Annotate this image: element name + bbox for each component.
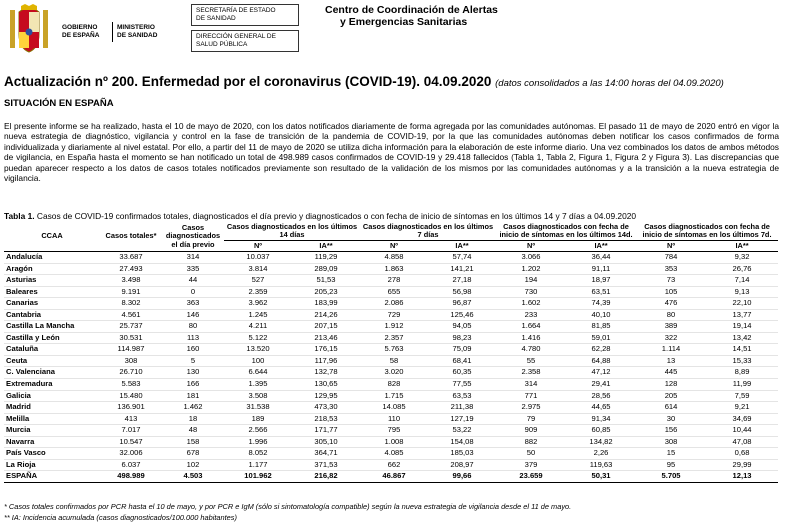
- table-cell: 389: [636, 321, 706, 333]
- table-cell: 110: [360, 413, 428, 425]
- table-cell: 771: [496, 390, 566, 402]
- table-cell: 40,10: [566, 309, 636, 321]
- table-cell: 1.008: [360, 436, 428, 448]
- table-cell: 3.498: [100, 275, 162, 287]
- table-cell: 27,18: [428, 275, 496, 287]
- table-cell: 154,08: [428, 436, 496, 448]
- table-cell: 678: [162, 448, 224, 460]
- table-cell: 7,59: [706, 390, 778, 402]
- table-cell: 730: [496, 286, 566, 298]
- table-cell-region: País Vasco: [4, 448, 100, 460]
- report-title-text: Actualización nº 200. Enfermedad por el coronavirus (COVID-19). 04.09.2020: [4, 74, 492, 89]
- table-cell: 1.912: [360, 321, 428, 333]
- table-cell: 1.395: [224, 379, 292, 391]
- col-subheader-n: Nº: [389, 240, 399, 250]
- table-cell: 1.602: [496, 298, 566, 310]
- table-cell: 63,53: [428, 390, 496, 402]
- table-cell: 208,97: [428, 459, 496, 471]
- direccion-line1: DIRECCIÓN GENERAL DE: [196, 33, 276, 40]
- table-cell: 14.085: [360, 402, 428, 414]
- table-cell: 60,35: [428, 367, 496, 379]
- table-cell: 34,69: [706, 413, 778, 425]
- table-row: [4, 425, 778, 437]
- table-cell: 68,41: [428, 355, 496, 367]
- ministry-label-line1: MINISTERIO: [117, 24, 155, 31]
- table-cell: 655: [360, 286, 428, 298]
- table-cell: 181: [162, 390, 224, 402]
- table-cell: 363: [162, 298, 224, 310]
- table-cell: 63,51: [566, 286, 636, 298]
- table-cell: 125,46: [428, 309, 496, 321]
- table-body: [4, 252, 778, 483]
- table-cell: 47,12: [566, 367, 636, 379]
- table-cell: 29,99: [706, 459, 778, 471]
- intro-paragraph-text: El presente informe se ha realizado, hasta el 10 de mayo de 2020, con los datos notificados diariamente de forma agregada por las comunidades autónomas. El pasado 11 de mayo de 2020 entró en vigor la nueva estrategia de diagnóstico, vigilancia y control en la fase de transición de la pandemia de COVID-19, por la que las comunidades autónomas deben notificar los casos confirmados de forma individualizada y diariamente al nivel estatal. Por ello, a partir del 11 de mayo de 2020 se utiliza dicha información para la elaboración de este informe diario. Una vez combinados los datos de ambos métodos de vigilancia, en España hasta el momento se han notificado un total de 498.989 casos confirmados de COVID-19 y 29.418 fallecidos (Tabla 1, Tabla 2, Figura 1, Figura 2 y Figura 3). Las discrepancias que puedan aparecer respecto a los datos de casos totales notificados previamente son resultado de la validación de los mismos por las comunidades autónomas y a la transición a la nueva estrategia de vigilancia.: [4, 121, 779, 184]
- table-cell: 101.962: [224, 471, 292, 483]
- col-header-14d: Casos diagnosticados en los últimos 14 días: [224, 222, 360, 241]
- table-cell: 2,26: [566, 448, 636, 460]
- table-cell: 127,19: [428, 413, 496, 425]
- table-cell: 119,29: [292, 252, 360, 264]
- table-cell: 289,09: [292, 263, 360, 275]
- table-cell: 0: [162, 286, 224, 298]
- table-cell: 166: [162, 379, 224, 391]
- table-cell: 1.462: [162, 402, 224, 414]
- table-cell: 882: [496, 436, 566, 448]
- col-subheader-n: Nº: [253, 240, 263, 250]
- table-caption: [4, 211, 636, 221]
- centro-line1: Centro de Coordinación de Alertas: [325, 4, 498, 16]
- table-cell-region: Cantabria: [4, 309, 100, 321]
- table-cell: 1.863: [360, 263, 428, 275]
- table-cell: 10.037: [224, 252, 292, 264]
- table-cell: 9,13: [706, 286, 778, 298]
- table-cell: 48: [162, 425, 224, 437]
- table-cell: 828: [360, 379, 428, 391]
- col-subheader-n: Nº: [667, 240, 676, 250]
- table-cell-region: Asturias: [4, 275, 100, 287]
- table-cell-region: Murcia: [4, 425, 100, 437]
- table-cell: 13: [636, 355, 706, 367]
- table-cell: 130: [162, 367, 224, 379]
- table-cell-region: La Rioja: [4, 459, 100, 471]
- table-cell: 146: [162, 309, 224, 321]
- table-cell: 1.416: [496, 332, 566, 344]
- table-cell: 73: [636, 275, 706, 287]
- table-cell: 91,11: [566, 263, 636, 275]
- secretaria-line1: SECRETARÍA DE ESTADO: [196, 7, 276, 14]
- table-row: [4, 298, 778, 310]
- table-cell: 9.191: [100, 286, 162, 298]
- table-cell: 96,87: [428, 298, 496, 310]
- table-cell: 2.357: [360, 332, 428, 344]
- table-cell: 527: [224, 275, 292, 287]
- table-cell: 214,26: [292, 309, 360, 321]
- coat-of-arms-logo: [10, 4, 48, 56]
- table-cell: 662: [360, 459, 428, 471]
- table-cell: 194: [496, 275, 566, 287]
- table-cell: 308: [100, 355, 162, 367]
- table-cell: 60,85: [566, 425, 636, 437]
- table-cell: 176,15: [292, 344, 360, 356]
- cases-table: [4, 222, 778, 483]
- table-cell: 44: [162, 275, 224, 287]
- table-caption-label: Tabla 1.: [4, 211, 35, 221]
- table-cell: 91,34: [566, 413, 636, 425]
- table-row: [4, 263, 778, 275]
- table-cell: 29,41: [566, 379, 636, 391]
- table-cell: 100: [224, 355, 292, 367]
- table-cell: 3.962: [224, 298, 292, 310]
- table-cell: 26,76: [706, 263, 778, 275]
- table-cell: 22,10: [706, 298, 778, 310]
- table-cell: 33.687: [100, 252, 162, 264]
- table-cell: 10.547: [100, 436, 162, 448]
- table-cell: 44,65: [566, 402, 636, 414]
- table-cell: 51,53: [292, 275, 360, 287]
- table-cell-region: Extremadura: [4, 379, 100, 391]
- table-cell: 473,30: [292, 402, 360, 414]
- table-cell-region: Canarias: [4, 298, 100, 310]
- table-cell: 5.583: [100, 379, 162, 391]
- table-row: [4, 448, 778, 460]
- document-header: [0, 0, 785, 66]
- table-cell: 1.715: [360, 390, 428, 402]
- table-cell: 64,88: [566, 355, 636, 367]
- table-cell: 498.989: [100, 471, 162, 483]
- table-cell: 364,71: [292, 448, 360, 460]
- table-cell: 23.659: [496, 471, 566, 483]
- section-heading: SITUACIÓN EN ESPAÑA: [4, 98, 114, 109]
- table-cell: 80: [636, 309, 706, 321]
- table-row: [4, 275, 778, 287]
- table-cell: 18: [162, 413, 224, 425]
- table-cell: 379: [496, 459, 566, 471]
- table-cell-region: Galicia: [4, 390, 100, 402]
- table-cell-region: Madrid: [4, 402, 100, 414]
- table-cell: 32.006: [100, 448, 162, 460]
- table-cell: 25.737: [100, 321, 162, 333]
- table-row: [4, 436, 778, 448]
- table-total-row: [4, 471, 778, 483]
- table-cell: 13,42: [706, 332, 778, 344]
- col-subheader-ia: IA**: [735, 240, 749, 250]
- secretaria-line2: DE SANIDAD: [196, 15, 236, 22]
- table-cell: 3.814: [224, 263, 292, 275]
- table-cell: 183,99: [292, 298, 360, 310]
- table-cell: 105: [636, 286, 706, 298]
- table-row: [4, 321, 778, 333]
- table-cell: 308: [636, 436, 706, 448]
- table-cell: 74,39: [566, 298, 636, 310]
- table-cell: 4.780: [496, 344, 566, 356]
- report-title-note: (datos consolidados a las 14:00 horas del 04.09.2020): [495, 78, 724, 89]
- table-cell: 15: [636, 448, 706, 460]
- table-cell: 12,13: [706, 471, 778, 483]
- table-cell: 353: [636, 263, 706, 275]
- table-cell: 3.066: [496, 252, 566, 264]
- table-row: [4, 286, 778, 298]
- table-cell: 75,09: [428, 344, 496, 356]
- table-cell: 7,14: [706, 275, 778, 287]
- table-cell: 9,21: [706, 402, 778, 414]
- table-cell: 130,65: [292, 379, 360, 391]
- table-cell: 62,28: [566, 344, 636, 356]
- table-cell: 132,78: [292, 367, 360, 379]
- table-cell: 95: [636, 459, 706, 471]
- table-cell-region: Melilla: [4, 413, 100, 425]
- table-cell: 4.211: [224, 321, 292, 333]
- table-cell-region: Baleares: [4, 286, 100, 298]
- table-cell: 1.664: [496, 321, 566, 333]
- table-cell: 185,03: [428, 448, 496, 460]
- col-subheader-ia: IA**: [455, 240, 469, 250]
- table-cell: 98,23: [428, 332, 496, 344]
- table-cell: 15,33: [706, 355, 778, 367]
- table-cell: 1.245: [224, 309, 292, 321]
- table-cell: 50: [496, 448, 566, 460]
- table-row: [4, 390, 778, 402]
- table-cell: 795: [360, 425, 428, 437]
- col-subheader-ia: IA**: [319, 240, 333, 250]
- table-cell: 77,55: [428, 379, 496, 391]
- table-cell: 278: [360, 275, 428, 287]
- table-cell: 205: [636, 390, 706, 402]
- centro-line2: y Emergencias Sanitarias: [340, 16, 468, 28]
- table-cell: 0,68: [706, 448, 778, 460]
- table-cell: 119,63: [566, 459, 636, 471]
- table-cell: 50,31: [566, 471, 636, 483]
- table-cell: 211,38: [428, 402, 496, 414]
- table-cell: 1.177: [224, 459, 292, 471]
- table-cell-region: Cataluña: [4, 344, 100, 356]
- table-cell: 6.037: [100, 459, 162, 471]
- table-caption-text: Casos de COVID-19 confirmados totales, diagnosticados el día previo y diagnosticados o con fecha de inicio de síntomas en los últimos 14 y 7 días a 04.09.2020: [36, 211, 637, 221]
- table-cell: 158: [162, 436, 224, 448]
- table-cell: 36,44: [566, 252, 636, 264]
- footnote-ia: ** IA: Incidencia acumulada (casos diagnosticados/100.000 habitantes): [4, 513, 237, 522]
- table-cell: 114.987: [100, 344, 162, 356]
- direccion-line2: SALUD PÚBLICA: [196, 41, 248, 48]
- table-cell: 134,82: [566, 436, 636, 448]
- table-cell: 160: [162, 344, 224, 356]
- table-cell: 18,97: [566, 275, 636, 287]
- table-cell: 4.561: [100, 309, 162, 321]
- table-cell: 56,98: [428, 286, 496, 298]
- table-cell: 30: [636, 413, 706, 425]
- table-cell: 117,96: [292, 355, 360, 367]
- table-cell: 3.508: [224, 390, 292, 402]
- table-cell: 1.202: [496, 263, 566, 275]
- logo-divider: [112, 22, 113, 42]
- table-cell: 7.017: [100, 425, 162, 437]
- table-row: [4, 344, 778, 356]
- table-row: [4, 252, 778, 264]
- table-cell: 729: [360, 309, 428, 321]
- table-cell: 2.086: [360, 298, 428, 310]
- table-cell: 81,85: [566, 321, 636, 333]
- centro-title: [325, 4, 498, 28]
- table-cell: 102: [162, 459, 224, 471]
- table-cell: 3.020: [360, 367, 428, 379]
- table-cell: 27.493: [100, 263, 162, 275]
- table-cell: 14,51: [706, 344, 778, 356]
- table-cell: 614: [636, 402, 706, 414]
- table-cell: 99,66: [428, 471, 496, 483]
- table-cell: 11,99: [706, 379, 778, 391]
- table-cell: 13.520: [224, 344, 292, 356]
- government-label-line2: DE ESPAÑA: [62, 32, 100, 39]
- table-cell: 476: [636, 298, 706, 310]
- table-cell: 4.503: [162, 471, 224, 483]
- table-cell-region: Andalucía: [4, 252, 100, 264]
- table-cell: 156: [636, 425, 706, 437]
- table-cell: 57,74: [428, 252, 496, 264]
- table-cell-region: Ceuta: [4, 355, 100, 367]
- table-cell: 129,95: [292, 390, 360, 402]
- table-row: [4, 367, 778, 379]
- col-subheader-ia: IA**: [594, 240, 608, 250]
- table-cell: 6.644: [224, 367, 292, 379]
- table-cell: 113: [162, 332, 224, 344]
- table-cell: 213,46: [292, 332, 360, 344]
- table-cell: 1.996: [224, 436, 292, 448]
- table-cell: 171,77: [292, 425, 360, 437]
- table-cell: 1.114: [636, 344, 706, 356]
- table-cell-region: Castilla y León: [4, 332, 100, 344]
- intro-paragraph: [4, 121, 779, 183]
- ministry-label-line2: DE SANIDAD: [117, 32, 158, 39]
- ministry-label: [117, 24, 157, 40]
- table-cell: 5.763: [360, 344, 428, 356]
- table-cell: 19,14: [706, 321, 778, 333]
- table-cell: 4.085: [360, 448, 428, 460]
- col-header-sym-14d: Casos diagnosticados con fecha de inicio de síntomas en los últimos 14d.: [496, 222, 636, 241]
- table-cell: 8.052: [224, 448, 292, 460]
- table-cell: 136.901: [100, 402, 162, 414]
- table-cell: 4.858: [360, 252, 428, 264]
- col-header-prev: Casos diagnosticados el día previo: [165, 222, 221, 249]
- table-cell: 47,08: [706, 436, 778, 448]
- table-cell: 314: [162, 252, 224, 264]
- report-title: [4, 74, 724, 89]
- table-cell: 207,15: [292, 321, 360, 333]
- department-boxes: [191, 4, 299, 56]
- table-row: [4, 379, 778, 391]
- table-cell: 8,89: [706, 367, 778, 379]
- table-row: [4, 355, 778, 367]
- table-cell: 445: [636, 367, 706, 379]
- col-subheader-n: Nº: [526, 240, 536, 250]
- table-cell: 13,77: [706, 309, 778, 321]
- table-cell: 2.566: [224, 425, 292, 437]
- government-label: [62, 24, 99, 40]
- table-cell: 314: [496, 379, 566, 391]
- direccion-box: [191, 30, 299, 52]
- table-cell: 784: [636, 252, 706, 264]
- table-cell: 335: [162, 263, 224, 275]
- table-cell: 909: [496, 425, 566, 437]
- table-cell: 322: [636, 332, 706, 344]
- table-cell: 305,10: [292, 436, 360, 448]
- government-label-line1: GOBIERNO: [62, 24, 98, 31]
- table-cell: 94,05: [428, 321, 496, 333]
- col-header-ccaa: CCAA: [41, 231, 63, 241]
- table-cell: 8.302: [100, 298, 162, 310]
- table-cell: 46.867: [360, 471, 428, 483]
- table-cell: 30.531: [100, 332, 162, 344]
- table-cell: 26.710: [100, 367, 162, 379]
- table-cell-region: C. Valenciana: [4, 367, 100, 379]
- table-cell: 5.705: [636, 471, 706, 483]
- table-cell: 371,53: [292, 459, 360, 471]
- table-cell: 53,22: [428, 425, 496, 437]
- table-row: [4, 332, 778, 344]
- table-cell: 58: [360, 355, 428, 367]
- table-cell: 59,01: [566, 332, 636, 344]
- table-cell: 79: [496, 413, 566, 425]
- table-cell: 9,32: [706, 252, 778, 264]
- table-cell-region: Castilla La Mancha: [4, 321, 100, 333]
- table-row: [4, 309, 778, 321]
- col-header-7d: Casos diagnosticados en los últimos 7 días: [360, 222, 496, 241]
- table-cell: 189: [224, 413, 292, 425]
- table-cell: 80: [162, 321, 224, 333]
- table-cell: 15.480: [100, 390, 162, 402]
- table-cell: 216,82: [292, 471, 360, 483]
- table-cell: 233: [496, 309, 566, 321]
- table-cell: 5: [162, 355, 224, 367]
- secretaria-box: [191, 4, 299, 26]
- table-row: [4, 413, 778, 425]
- table-cell: 10,44: [706, 425, 778, 437]
- table-cell: 55: [496, 355, 566, 367]
- table-cell: 218,53: [292, 413, 360, 425]
- table-row: [4, 459, 778, 471]
- table-cell: 28,56: [566, 390, 636, 402]
- table-cell: 205,23: [292, 286, 360, 298]
- table-cell: 5.122: [224, 332, 292, 344]
- table-cell: 2.359: [224, 286, 292, 298]
- table-cell-region: Aragón: [4, 263, 100, 275]
- table-cell-region: ESPAÑA: [4, 471, 100, 483]
- col-header-sym-7d: Casos diagnosticados con fecha de inicio de síntomas en los últimos 7d.: [636, 222, 778, 241]
- table-cell-region: Navarra: [4, 436, 100, 448]
- col-header-total: Casos totales*: [105, 231, 157, 241]
- table-cell: 31.538: [224, 402, 292, 414]
- table-cell: 2.358: [496, 367, 566, 379]
- table-cell: 413: [100, 413, 162, 425]
- footnote-total-cases: * Casos totales confirmados por PCR hasta el 10 de mayo, y por PCR e IgM (sólo si sintomatología compatible) según la nueva estrategia de vigilancia desde el 11 de mayo.: [4, 502, 572, 511]
- table-cell: 128: [636, 379, 706, 391]
- table-row: [4, 402, 778, 414]
- table-cell: 2.975: [496, 402, 566, 414]
- table-cell: 141,21: [428, 263, 496, 275]
